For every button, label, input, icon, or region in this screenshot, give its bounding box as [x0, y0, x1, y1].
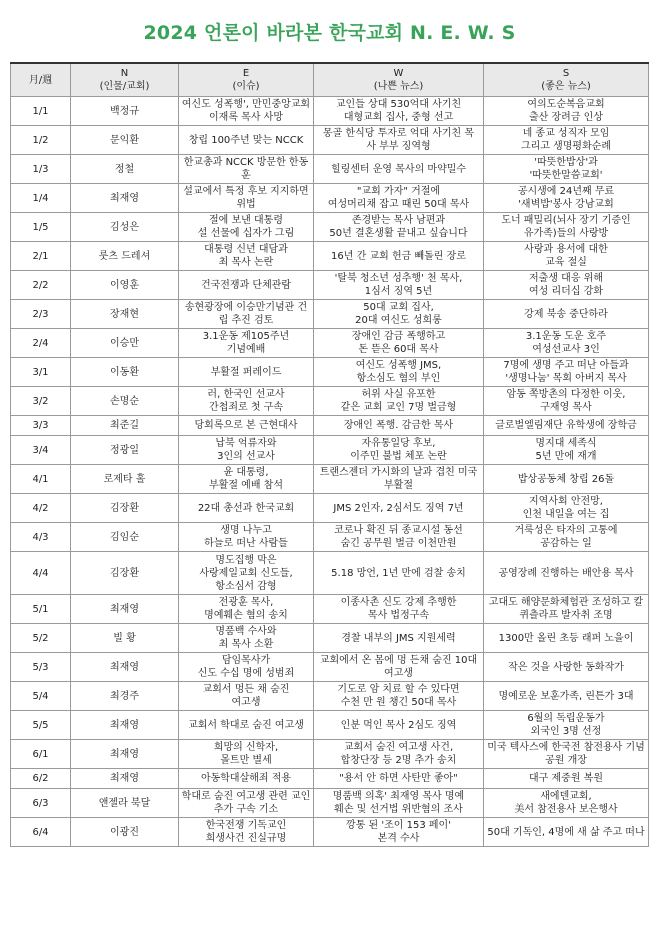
- cell-line: 공영장례 진행하는 배안용 목사: [498, 567, 634, 579]
- person-cell: 빌 황: [71, 624, 179, 653]
- table-row: [11, 523, 649, 552]
- table-row: [11, 184, 649, 213]
- cell-line: 거룩성은 타자의 고통에: [514, 525, 618, 536]
- table-row: [11, 465, 649, 494]
- bad-news-cell: [314, 711, 484, 740]
- week-cell: 1/4: [11, 184, 71, 213]
- person-cell: 로제타 홀: [71, 465, 179, 494]
- cell-line: "교회 가자" 거절에: [356, 186, 441, 197]
- cell-line: 사 부부 징역형: [366, 141, 431, 152]
- bad-news-cell: [314, 387, 484, 416]
- cell-line: 인분 먹인 목사 2심도 징역: [340, 719, 457, 731]
- cell-line: 신도 수십 명에 성범죄: [197, 668, 295, 679]
- person-cell: 최재영: [71, 595, 179, 624]
- cell-line: "용서 안 하면 사탄만 좋아": [339, 773, 458, 784]
- bad-news-cell: [314, 329, 484, 358]
- cell-line: 명품백 수사와: [215, 626, 277, 637]
- week-cell: 2/2: [11, 271, 71, 300]
- cell-line: 공시생에 24년째 무료: [517, 186, 615, 197]
- cell-line: 인천 내일을 여는 집: [522, 509, 610, 520]
- person-cell: 정철: [71, 155, 179, 184]
- cell-line: 부활절 퍼레이드: [210, 366, 282, 378]
- cell-line: 교회에서 온 몸에 멍 든채 숨진 10대: [319, 655, 478, 666]
- bad-news-cell: [314, 653, 484, 682]
- cell-line: 깡통 된 '조이 153 페이': [346, 820, 451, 831]
- cell-line: 16년 간 교회 헌금 빼돌린 장로: [331, 250, 466, 262]
- bad-news-cell: [314, 184, 484, 213]
- cell-line: 하늘로 떠난 사람들: [204, 538, 288, 549]
- cell-line: 러, 한국인 선교사: [207, 389, 285, 400]
- cell-line: 美서 참전용사 보은행사: [514, 804, 618, 815]
- header-row: [11, 63, 649, 97]
- cell-line: 50대 교회 집사,: [363, 302, 434, 313]
- issue-cell: [179, 465, 314, 494]
- week-cell: 4/1: [11, 465, 71, 494]
- good-news-cell: [484, 126, 649, 155]
- cell-line: 공원 개장: [545, 755, 587, 766]
- cell-line: 힐링센터 운영 목사의 마약밀수: [330, 163, 467, 175]
- table-row: [11, 769, 649, 789]
- cell-line: 본격 수사: [377, 833, 420, 844]
- cell-line: 추가 구속 기소: [213, 804, 279, 815]
- cell-line: 대형교회 집사, 중형 선고: [343, 112, 454, 123]
- issue-cell: [179, 387, 314, 416]
- person-cell: 이승만: [71, 329, 179, 358]
- cell-line: 납북 억류자와: [215, 438, 277, 449]
- cell-line: '따뜻한말씀교회': [529, 170, 603, 181]
- good-news-cell: [484, 523, 649, 552]
- week-cell: 5/5: [11, 711, 71, 740]
- cell-line: 명예훼손 혐의 송치: [204, 610, 288, 621]
- cell-line: 최 목사 논란: [218, 257, 274, 268]
- good-news-cell: [484, 769, 649, 789]
- cell-line: 여성선교사 3인: [532, 344, 600, 355]
- cell-line: 몰트만 별세: [220, 755, 272, 766]
- bad-news-cell: [314, 465, 484, 494]
- cell-line: 부활절: [384, 480, 413, 491]
- page-title: 2024 언론이 바라본 한국교회 N. E. W. S: [143, 22, 516, 44]
- cell-line: 여신도 성폭행', 만민중앙교회: [181, 99, 311, 110]
- cell-line: 한교총과 NCCK 방문한 한동: [183, 157, 309, 168]
- cell-line: 명지대 세족식: [535, 438, 597, 449]
- bad-news-cell: [314, 416, 484, 436]
- bad-news-cell: [314, 769, 484, 789]
- cell-line: 최 목사 소환: [218, 639, 274, 650]
- week-cell: 3/2: [11, 387, 71, 416]
- good-news-cell: [484, 436, 649, 465]
- cell-line: 3인의 선교사: [217, 451, 275, 462]
- bad-news-cell: [314, 436, 484, 465]
- cell-line: 3.1운동 제105주년: [202, 331, 290, 342]
- cell-line: 사랑과 용서에 대한: [524, 244, 608, 255]
- person-cell: 룻츠 드레셔: [71, 242, 179, 271]
- cell-line: 이재록 목사 사망: [209, 112, 283, 123]
- cell-line: 여고생: [231, 697, 261, 708]
- header-s: S (좋은 뉴스): [484, 63, 649, 97]
- table-row: [11, 387, 649, 416]
- cell-line: 목사 법정구속: [367, 610, 430, 621]
- header-week: 月/週: [11, 63, 71, 97]
- issue-cell: [179, 682, 314, 711]
- cell-line: 여신도 성폭행 JMS,: [355, 360, 442, 371]
- person-cell: 최준길: [71, 416, 179, 436]
- person-cell: 최재영: [71, 711, 179, 740]
- issue-cell: [179, 624, 314, 653]
- week-cell: 1/5: [11, 213, 71, 242]
- cell-line: JMS 2인자, 2심서도 징역 7년: [333, 502, 464, 514]
- issue-cell: [179, 97, 314, 126]
- issue-cell: [179, 126, 314, 155]
- cell-line: 존경받는 목사 남편과: [351, 215, 446, 226]
- table-row: [11, 682, 649, 711]
- person-cell: 김장환: [71, 552, 179, 595]
- cell-line: 훼손 및 선거법 위반혐의 조사: [334, 804, 463, 815]
- table-row: [11, 358, 649, 387]
- cell-line: 교회서 학대로 숨진 여고생: [188, 719, 304, 731]
- table-row: [11, 300, 649, 329]
- cell-line: 희망의 신학자,: [213, 742, 279, 753]
- table-row: [11, 552, 649, 595]
- cell-line: 네 종교 성직자 모임: [522, 128, 610, 139]
- cell-line: 7명에 생명 주고 떠난 아들과: [503, 360, 629, 371]
- good-news-cell: [484, 624, 649, 653]
- good-news-cell: [484, 155, 649, 184]
- bad-news-cell: [314, 494, 484, 523]
- week-cell: 2/3: [11, 300, 71, 329]
- table-row: [11, 436, 649, 465]
- bad-news-cell: [314, 552, 484, 595]
- table-row: [11, 494, 649, 523]
- cell-line: 돈 뜯은 60대 목사: [358, 344, 439, 355]
- table-row: [11, 97, 649, 126]
- cell-line: 수천 만 원 챙긴 50대 목사: [340, 697, 457, 708]
- cell-line: 희생사건 진실규명: [205, 833, 287, 844]
- cell-line: 20대 여신도 성희롱: [355, 315, 442, 326]
- table-row: [11, 213, 649, 242]
- week-cell: 4/4: [11, 552, 71, 595]
- cell-line: 교인들 상대 530억대 사기친: [335, 99, 462, 110]
- cell-line: 당회록으로 본 근현대사: [194, 420, 298, 431]
- week-cell: 6/1: [11, 740, 71, 769]
- issue-cell: [179, 494, 314, 523]
- header-n: N (인물/교회): [71, 63, 179, 97]
- person-cell: 김임순: [71, 523, 179, 552]
- table-row: [11, 242, 649, 271]
- news-table: [10, 62, 649, 847]
- issue-cell: [179, 358, 314, 387]
- bad-news-cell: [314, 242, 484, 271]
- week-cell: 3/3: [11, 416, 71, 436]
- cell-line: 22대 총선과 한국교회: [197, 502, 295, 514]
- bad-news-cell: [314, 624, 484, 653]
- cell-line: 암동 쪽방촌의 다정한 이웃,: [506, 389, 626, 400]
- good-news-cell: [484, 711, 649, 740]
- cell-line: 경찰 내부의 JMS 지원세력: [341, 632, 456, 644]
- cell-line: 코로나 확진 뒤 종교시설 동선: [334, 525, 463, 536]
- cell-line: 1심서 징역 5년: [364, 286, 433, 297]
- cell-line: 공감하는 일: [540, 538, 592, 549]
- good-news-cell: [484, 653, 649, 682]
- cell-line: 도너 패밀리(뇌사 장기 기증인: [501, 215, 631, 226]
- table-row: [11, 595, 649, 624]
- good-news-cell: [484, 818, 649, 847]
- cell-line: 저출생 대응 위해: [529, 273, 603, 284]
- week-cell: 2/4: [11, 329, 71, 358]
- cell-line: 퀴츨라프 발자취 조명: [519, 610, 613, 621]
- cell-line: 1300만 올린 초등 래퍼 노을이: [498, 632, 634, 644]
- issue-cell: [179, 552, 314, 595]
- good-news-cell: [484, 494, 649, 523]
- cell-line: 글로벌엘림재단 유학생에 장학금: [495, 420, 637, 431]
- issue-cell: [179, 329, 314, 358]
- issue-cell: [179, 242, 314, 271]
- cell-line: 한국전쟁 기독교인: [205, 820, 287, 831]
- cell-line: 3.1운동 도운 호주: [525, 331, 607, 342]
- week-cell: 4/3: [11, 523, 71, 552]
- bad-news-cell: [314, 126, 484, 155]
- cell-line: 트랜스젠더 가시화의 날과 겹친 미국: [319, 467, 478, 478]
- good-news-cell: [484, 97, 649, 126]
- cell-line: 생명 나누고: [220, 525, 272, 536]
- good-news-cell: [484, 184, 649, 213]
- bad-news-cell: [314, 818, 484, 847]
- cell-line: 간첩죄로 첫 구속: [209, 402, 283, 413]
- cell-line: 여고생: [384, 668, 413, 679]
- bad-news-cell: [314, 213, 484, 242]
- bad-news-cell: [314, 595, 484, 624]
- cell-line: 50대 기독인, 4명에 새 삶 주고 떠나: [487, 826, 645, 838]
- cell-line: '새벽밥'봉사 강남교회: [518, 199, 614, 210]
- issue-cell: [179, 300, 314, 329]
- issue-cell: [179, 416, 314, 436]
- cell-line: 밥상공동체 창립 26돌: [517, 473, 615, 485]
- issue-cell: [179, 155, 314, 184]
- bad-news-cell: [314, 97, 484, 126]
- week-cell: 3/4: [11, 436, 71, 465]
- issue-cell: [179, 789, 314, 818]
- cell-line: 외국인 3명 선정: [530, 726, 602, 737]
- table-row: [11, 789, 649, 818]
- header-w: W (나쁜 뉴스): [314, 63, 484, 97]
- issue-cell: [179, 740, 314, 769]
- cell-line: 여성머리채 잡고 때린 50대 목사: [327, 199, 470, 210]
- week-cell: 1/1: [11, 97, 71, 126]
- table-row: [11, 653, 649, 682]
- week-cell: 6/4: [11, 818, 71, 847]
- cell-line: 작은 것을 사랑한 동화작가: [508, 661, 624, 673]
- cell-line: 5.18 망언, 1년 만에 검찰 송치: [331, 567, 466, 579]
- good-news-cell: [484, 242, 649, 271]
- cell-line: 같은 교회 교인 7명 벌금형: [340, 402, 457, 413]
- person-cell: 이영훈: [71, 271, 179, 300]
- cell-line: 설교에서 특정 후보 지지하면: [183, 186, 309, 197]
- person-cell: 최재영: [71, 184, 179, 213]
- cell-line: 담임목사가: [221, 655, 271, 666]
- bad-news-cell: [314, 789, 484, 818]
- header-e: E (이슈): [179, 63, 314, 97]
- week-cell: 2/1: [11, 242, 71, 271]
- week-cell: 3/1: [11, 358, 71, 387]
- cell-line: 강제 북송 중단하라: [524, 308, 608, 320]
- good-news-cell: [484, 595, 649, 624]
- cell-line: 몽골 한식당 투자로 억대 사기친 목: [322, 128, 475, 139]
- person-cell: 최재영: [71, 769, 179, 789]
- week-cell: 5/1: [11, 595, 71, 624]
- cell-line: 건국전쟁과 단체관람: [200, 279, 292, 291]
- bad-news-cell: [314, 271, 484, 300]
- good-news-cell: [484, 465, 649, 494]
- good-news-cell: [484, 213, 649, 242]
- cell-line: 이종사촌 신도 강제 추행한: [340, 597, 457, 608]
- table-row: [11, 711, 649, 740]
- table-row: [11, 740, 649, 769]
- week-cell: 5/4: [11, 682, 71, 711]
- cell-line: 교회서 숨진 여고생 사건,: [343, 742, 454, 753]
- cell-line: 대구 제중원 복원: [529, 773, 603, 784]
- cell-line: 설 선물에 십자가 그림: [197, 228, 295, 239]
- cell-line: 송현광장에 이승만기념관 건: [184, 302, 308, 313]
- cell-line: 전광훈 목사,: [218, 597, 274, 608]
- good-news-cell: [484, 300, 649, 329]
- issue-cell: [179, 184, 314, 213]
- cell-line: 항소심서 감형: [215, 580, 277, 592]
- cell-line: '따뜻한밥상'과: [534, 157, 598, 168]
- week-cell: 5/3: [11, 653, 71, 682]
- cell-line: 출산 장려금 인상: [529, 112, 603, 123]
- week-cell: 6/2: [11, 769, 71, 789]
- good-news-cell: [484, 416, 649, 436]
- good-news-cell: [484, 552, 649, 595]
- good-news-cell: [484, 740, 649, 769]
- cell-line: 허위 사실 유포한: [361, 389, 436, 400]
- issue-cell: [179, 271, 314, 300]
- week-cell: 6/3: [11, 789, 71, 818]
- issue-cell: [179, 653, 314, 682]
- cell-line: 학대로 숨진 여고생 관련 교인: [181, 791, 311, 802]
- person-cell: 최재영: [71, 653, 179, 682]
- table-row: [11, 271, 649, 300]
- cell-line: 아동학대살해죄 적용: [200, 773, 292, 784]
- good-news-cell: [484, 387, 649, 416]
- cell-line: 구재영 목사: [540, 402, 592, 413]
- person-cell: 정광일: [71, 436, 179, 465]
- cell-line: 창립 100주년 맞는 NCCK: [188, 134, 304, 146]
- cell-line: 훈: [241, 170, 251, 181]
- cell-line: 새에덴교회,: [540, 791, 592, 802]
- bad-news-cell: [314, 682, 484, 711]
- issue-cell: [179, 769, 314, 789]
- cell-line: 6월의 독립운동가: [527, 713, 605, 724]
- good-news-cell: [484, 329, 649, 358]
- cell-line: 립 추진 검토: [218, 315, 274, 326]
- bad-news-cell: [314, 300, 484, 329]
- issue-cell: [179, 523, 314, 552]
- cell-line: 5년 만에 재개: [535, 451, 597, 462]
- person-cell: 백정규: [71, 97, 179, 126]
- issue-cell: [179, 213, 314, 242]
- cell-line: 숨긴 공무원 벌금 이천만원: [340, 538, 457, 549]
- cell-line: 절에 보낸 대통령: [209, 215, 283, 226]
- person-cell: 최재영: [71, 740, 179, 769]
- issue-cell: [179, 818, 314, 847]
- week-cell: 4/2: [11, 494, 71, 523]
- cell-line: 윤 대통령,: [223, 467, 269, 478]
- issue-cell: [179, 595, 314, 624]
- cell-line: 미국 텍사스에 한국전 참전용사 기념: [487, 742, 645, 753]
- cell-line: 항소심도 혐의 부인: [356, 373, 441, 384]
- cell-line: '생명나눔' 목회 아버지 목사: [505, 373, 627, 384]
- bad-news-cell: [314, 358, 484, 387]
- cell-line: 장애인 폭행. 감금한 목사: [343, 420, 454, 431]
- person-cell: 이광진: [71, 818, 179, 847]
- table-row: [11, 818, 649, 847]
- week-cell: 5/2: [11, 624, 71, 653]
- issue-cell: [179, 711, 314, 740]
- cell-line: 명품백 의혹' 최재영 목사 명예: [332, 791, 465, 802]
- good-news-cell: [484, 271, 649, 300]
- cell-line: 50년 결혼생활 끝내고 싶습니다: [329, 228, 468, 239]
- person-cell: 최경주: [71, 682, 179, 711]
- cell-line: 사랑제일교회 신도들,: [199, 567, 293, 579]
- person-cell: 이동환: [71, 358, 179, 387]
- cell-line: 부활절 예배 참석: [209, 480, 283, 491]
- cell-line: 여의도순복음교회: [527, 99, 605, 110]
- person-cell: 앤젤라 북달: [71, 789, 179, 818]
- cell-line: 고대도 해양문화체험관 조성하고 칼: [488, 597, 644, 608]
- cell-line: 기도로 암 치료 할 수 있다면: [337, 684, 460, 695]
- cell-line: 장애인 감금 폭행하고: [351, 331, 446, 342]
- cell-line: 여성 리더십 강화: [529, 286, 603, 297]
- cell-line: 유가족)들의 사랑방: [523, 228, 609, 239]
- bad-news-cell: [314, 740, 484, 769]
- cell-line: 자유통일당 후보,: [361, 438, 436, 449]
- person-cell: 손명순: [71, 387, 179, 416]
- table-row: [11, 329, 649, 358]
- bad-news-cell: [314, 523, 484, 552]
- person-cell: 장재현: [71, 300, 179, 329]
- cell-line: 교회서 멍든 채 숨진: [202, 684, 290, 695]
- good-news-cell: [484, 789, 649, 818]
- issue-cell: [179, 436, 314, 465]
- table-body: [11, 97, 649, 847]
- good-news-cell: [484, 358, 649, 387]
- cell-line: 기념예배: [226, 344, 266, 355]
- table-row: [11, 416, 649, 436]
- cell-line: 지역사회 안전망,: [529, 496, 603, 507]
- week-cell: 1/3: [11, 155, 71, 184]
- person-cell: 김장환: [71, 494, 179, 523]
- week-cell: 1/2: [11, 126, 71, 155]
- cell-line: 교육 절실: [545, 257, 587, 268]
- table-row: [11, 155, 649, 184]
- good-news-cell: [484, 682, 649, 711]
- cell-line: 그리고 생명평화순례: [520, 141, 612, 152]
- table-row: [11, 624, 649, 653]
- person-cell: 문익환: [71, 126, 179, 155]
- cell-line: 이주민 불법 체포 논란: [350, 451, 447, 462]
- cell-line: '탈북 청소년 성추행' 천 목사,: [334, 273, 463, 284]
- table-row: [11, 126, 649, 155]
- cell-line: 합창단장 등 2명 추가 송치: [340, 755, 457, 766]
- cell-line: 위법: [236, 199, 256, 210]
- bad-news-cell: [314, 155, 484, 184]
- cell-line: 명예로운 보훈가족, 린튼가 3대: [498, 690, 634, 702]
- person-cell: 김성은: [71, 213, 179, 242]
- cell-line: 대통령 신년 대담과: [204, 244, 288, 255]
- cell-line: 명도집행 막은: [215, 554, 277, 566]
